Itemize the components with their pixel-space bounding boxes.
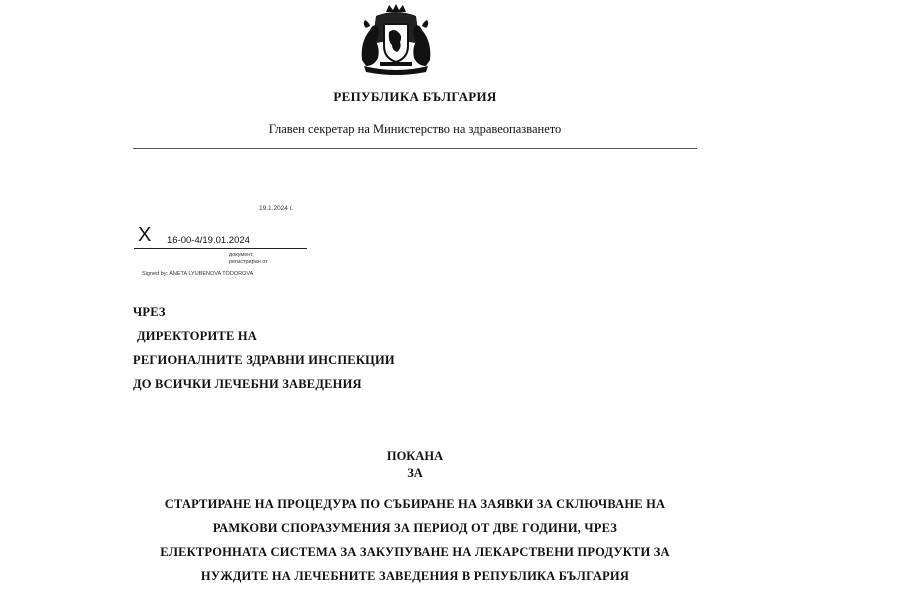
signature-doc-note-line2: регистриран от [229,259,268,265]
signature-doc-note [229,252,268,266]
country-name: РЕПУБЛИКА БЪЛГАРИЯ [333,89,497,104]
subject-line-2: РАМКОВИ СПОРАЗУМЕНИЯ ЗА ПЕРИОД ОТ ДВЕ ГОДИНИ, ЧРЕЗ [212,521,618,535]
signature-date: 19.1.2024 г. [259,205,294,212]
signature-mark: X [138,224,152,246]
header-divider [133,148,697,149]
subject-line-3: ЕЛЕКТРОННАТА СИСТЕМА ЗА ЗАКУПУВАНЕ НА ЛЕКАРСТВЕНИ ПРОДУКТИ ЗА [160,545,670,559]
registration-number: 16-00-4/19.01.2024 [167,235,250,246]
invitation-title: ПОКАНА [386,449,444,463]
ministry-name: Главен секретар на Министерство на здравеопазването [268,122,562,136]
subject-line-1: СТАРТИРАНЕ НА ПРОЦЕДУРА ПО СЪБИРАНЕ НА ЗАЯВКИ ЗА СКЛЮЧВАНЕ НА [164,497,666,511]
addressee-line-3: РЕГИОНАЛНИТЕ ЗДРАВНИ ИНСПЕКЦИИ [133,353,395,367]
signature-doc-note-line1: документ, [229,252,254,258]
bulgaria-coat-of-arms-icon [356,2,436,76]
subject-line-4: НУЖДИТЕ НА ЛЕЧЕБНИТЕ ЗАВЕДЕНИЯ В РЕПУБЛИКА БЪЛГАРИЯ [200,569,630,583]
signature-line [134,248,307,249]
addressee-line-2: ДИРЕКТОРИТЕ НА [137,329,257,343]
invitation-for: ЗА [407,466,423,480]
addressee-line-4: ДО ВСИЧКИ ЛЕЧЕБНИ ЗАВЕДЕНИЯ [133,377,362,391]
addressee-line-1: ЧРЕЗ [133,305,166,319]
signed-by: Signed by: ANETA LYUBENOVA TODOROVA [142,271,254,277]
